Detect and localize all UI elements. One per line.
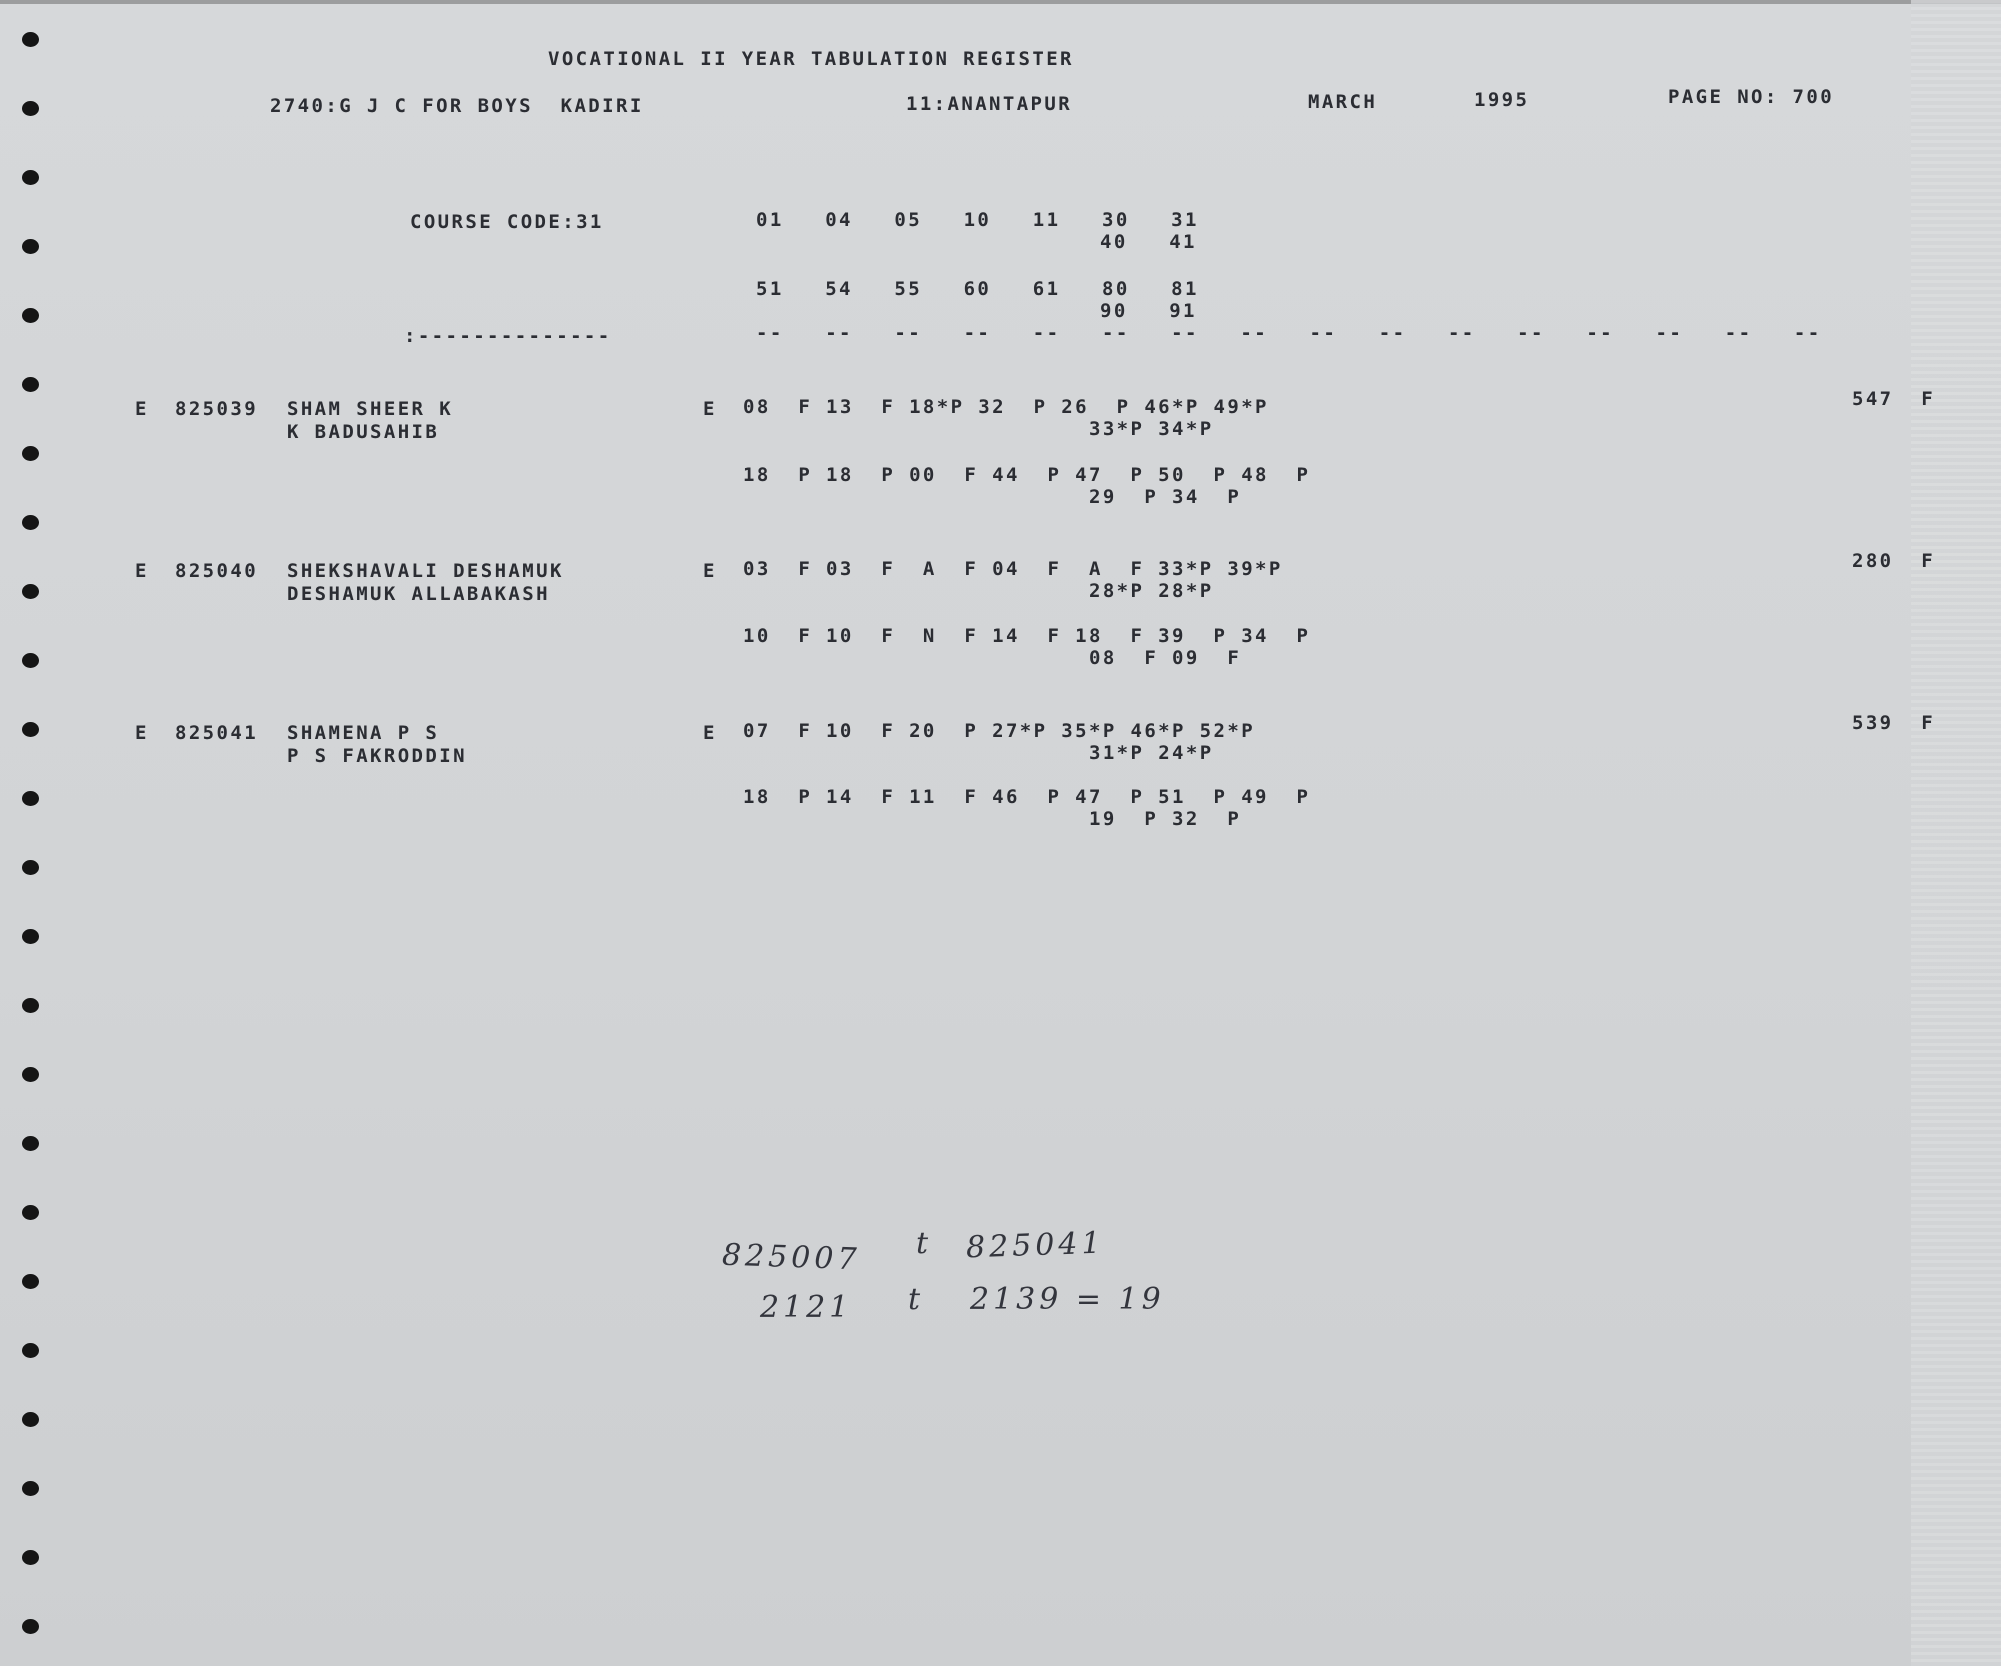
handwritten-to-mark: t [908, 1282, 925, 1317]
subject-codes-row2b: 90 91 [1100, 300, 1197, 322]
marks-row2b: 29 P 34 P [1089, 486, 1242, 508]
register-title: VOCATIONAL II YEAR TABULATION REGISTER [548, 48, 1074, 70]
feed-hole [22, 308, 39, 323]
feed-hole [22, 998, 39, 1013]
feed-hole [22, 860, 39, 875]
marks-row1b: 31*P 24*P [1089, 742, 1214, 764]
feed-hole [22, 446, 39, 461]
student-name: SHEKSHAVALI DESHAMUK [287, 560, 564, 582]
handwritten-count-calc: 2139 = 19 [970, 1282, 1165, 1317]
subject-codes-row1b: 40 41 [1100, 231, 1197, 253]
marks-row2: 10 F 10 F N F 14 F 18 F 39 P 34 P [743, 625, 1311, 647]
marks-row2: 18 P 18 P 00 F 44 P 47 P 50 P 48 P [743, 464, 1311, 486]
register-number: 825040 [175, 560, 259, 582]
marks-row2: 18 P 14 F 11 F 46 P 47 P 51 P 49 P [743, 786, 1311, 808]
handwritten-count-start: 2121 [760, 1290, 853, 1325]
exam-year: 1995 [1474, 89, 1530, 111]
dash-rule-left: :-------------- [404, 325, 612, 347]
subject-codes-row2: 51 54 55 60 61 80 81 [756, 278, 1199, 300]
feed-hole [22, 929, 39, 944]
student-name: SHAM SHEER K [287, 398, 454, 420]
feed-hole [22, 515, 39, 530]
record-prefix: E [135, 560, 149, 582]
marks-row2b: 08 F 09 F [1089, 647, 1242, 669]
feed-hole [22, 1205, 39, 1220]
feed-hole [22, 722, 39, 737]
page-number: PAGE NO: 700 [1668, 86, 1835, 108]
feed-hole [22, 1481, 39, 1496]
marks-row2b: 19 P 32 P [1089, 808, 1242, 830]
record-prefix: E [135, 722, 149, 744]
feed-hole [22, 653, 39, 668]
group-flag: E [703, 398, 717, 420]
feed-hole [22, 377, 39, 392]
feed-hole [22, 1274, 39, 1289]
feed-hole [22, 101, 39, 116]
feed-hole [22, 1067, 39, 1082]
feed-hole [22, 1619, 39, 1634]
marks-row1b: 28*P 28*P [1089, 580, 1214, 602]
student-name: SHAMENA P S [287, 722, 440, 744]
record-prefix: E [135, 398, 149, 420]
father-name: K BADUSAHIB [287, 421, 440, 443]
father-name: DESHAMUK ALLABAKASH [287, 583, 550, 605]
handwritten-range-start: 825007 [721, 1237, 862, 1278]
marks-row1: 03 F 03 F A F 04 F A F 33*P 39*P [743, 558, 1283, 580]
dash-rule-columns: -- -- -- -- -- -- -- -- -- -- -- -- -- -- -- -- [756, 322, 1822, 344]
total-result: 539 F [1852, 712, 1936, 734]
group-flag: E [703, 722, 717, 744]
feed-hole [22, 1343, 39, 1358]
paper-top-edge [0, 0, 2001, 4]
total-result: 280 F [1852, 550, 1936, 572]
marks-row1: 08 F 13 F 18*P 32 P 26 P 46*P 49*P [743, 396, 1269, 418]
feed-hole [22, 239, 39, 254]
college-name: 2740:G J C FOR BOYS KADIRI [270, 95, 644, 117]
feed-hole [22, 170, 39, 185]
register-number: 825041 [175, 722, 259, 744]
handwritten-range-end: 825041 [965, 1225, 1106, 1266]
feed-hole [22, 1550, 39, 1565]
marks-row1b: 33*P 34*P [1089, 418, 1214, 440]
feed-hole [22, 791, 39, 806]
feed-hole [22, 32, 39, 47]
group-flag: E [703, 560, 717, 582]
marks-row1: 07 F 10 F 20 P 27*P 35*P 46*P 52*P [743, 720, 1256, 742]
register-number: 825039 [175, 398, 259, 420]
feed-hole [22, 584, 39, 599]
district-name: 11:ANANTAPUR [906, 93, 1073, 115]
handwritten-to-mark: t [916, 1226, 933, 1261]
paper-right-edge [1911, 0, 2001, 1666]
total-result: 547 F [1852, 388, 1936, 410]
feed-hole [22, 1412, 39, 1427]
course-code-label: COURSE CODE:31 [410, 211, 604, 233]
subject-codes-row1: 01 04 05 10 11 30 31 [756, 209, 1199, 231]
feed-hole [22, 1136, 39, 1151]
father-name: P S FAKRODDIN [287, 745, 467, 767]
exam-month: MARCH [1308, 91, 1378, 113]
